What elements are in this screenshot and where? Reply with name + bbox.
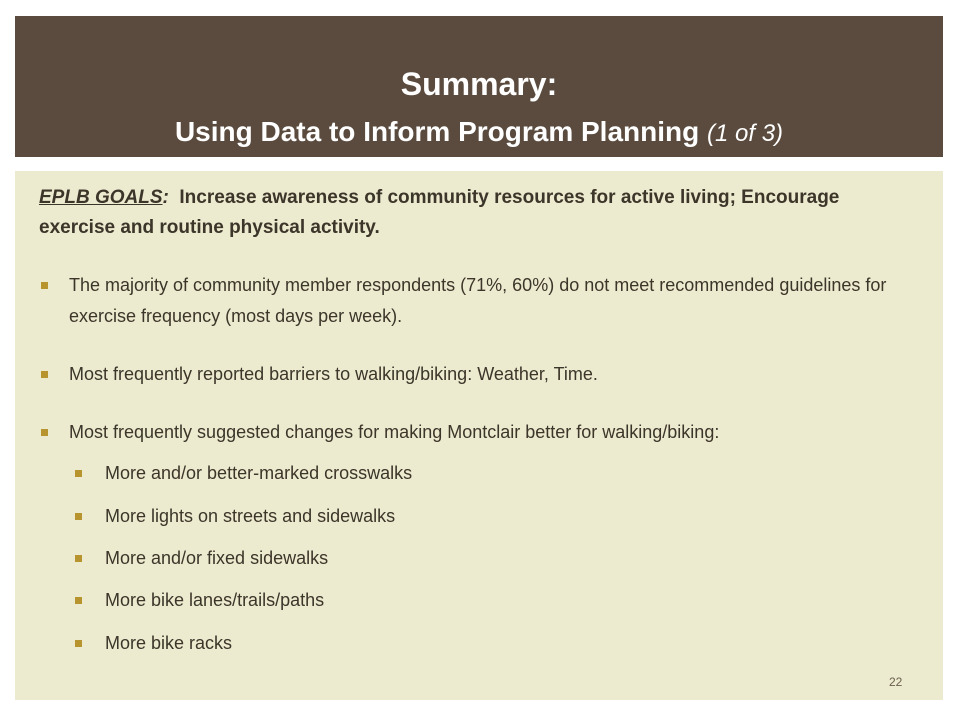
- sub-bullet-item: [73, 502, 913, 530]
- bullet-text: Most frequently reported barriers to walking/biking: Weather, Time.: [69, 364, 598, 384]
- goals-label: EPLB GOALS: [39, 187, 163, 208]
- bullet-item: [39, 270, 919, 332]
- goals-text: Increase awareness of community resources for active living; Encourage exercise and routine physical activity.: [39, 187, 840, 238]
- slide-subtitle: [15, 116, 943, 150]
- subtitle-text: Using Data to Inform Program Planning: [174, 116, 700, 147]
- square-bullet-icon: [41, 282, 48, 289]
- content-panel: [15, 171, 943, 700]
- goals-statement: [39, 183, 919, 243]
- square-bullet-icon: [75, 597, 82, 604]
- page-number: 22: [889, 675, 903, 689]
- square-bullet-icon: [75, 513, 82, 520]
- sub-bullet-item: [73, 586, 913, 614]
- square-bullet-icon: [75, 470, 82, 477]
- bullet-item: [39, 417, 919, 448]
- subtitle-part-indicator: (1 of 3): [707, 120, 784, 147]
- square-bullet-icon: [41, 429, 48, 436]
- sub-bullet-text: More and/or better-marked crosswalks: [105, 463, 413, 483]
- bullet-item: [39, 359, 919, 390]
- sub-bullet-item: [73, 629, 913, 657]
- sub-bullet-text: More lights on streets and sidewalks: [105, 506, 396, 526]
- slide-title: Summary:: [400, 66, 558, 102]
- sub-bullet-text: More bike lanes/trails/paths: [105, 590, 325, 610]
- square-bullet-icon: [75, 555, 82, 562]
- sub-bullet-text: More bike racks: [105, 633, 233, 653]
- sub-bullet-item: [73, 459, 913, 487]
- sub-bullet-text: More and/or fixed sidewalks: [105, 548, 329, 568]
- square-bullet-icon: [75, 640, 82, 647]
- sub-bullet-item: [73, 544, 913, 572]
- title-band: [15, 16, 943, 157]
- square-bullet-icon: [41, 371, 48, 378]
- bullet-text: The majority of community member respondents (71%, 60%) do not meet recommended guidelines for exercise frequency (most days per week).: [69, 275, 887, 326]
- bullet-text: Most frequently suggested changes for making Montclair better for walking/biking:: [69, 422, 720, 442]
- goals-colon: :: [162, 187, 169, 208]
